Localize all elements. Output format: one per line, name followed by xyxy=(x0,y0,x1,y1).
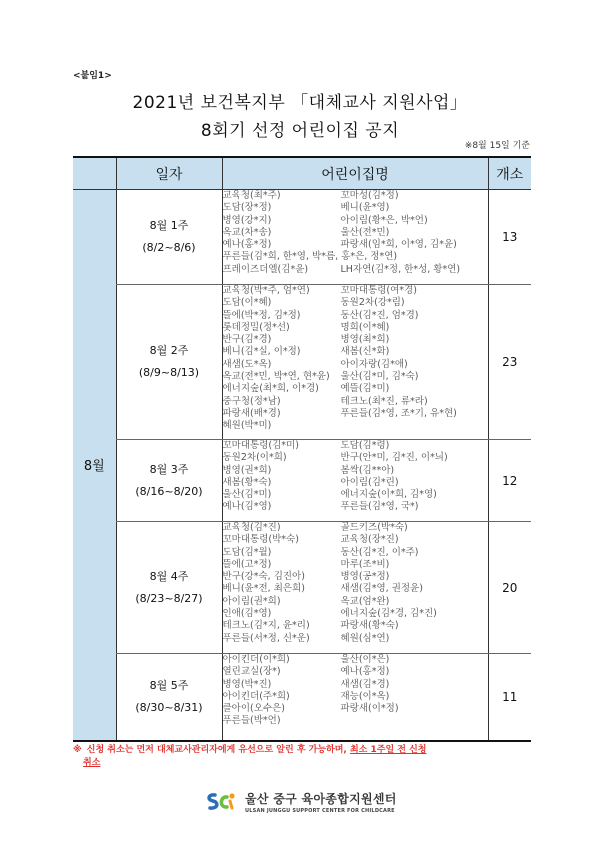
daycare-name: 뜰에(박*정, 김*정) xyxy=(222,309,301,321)
org-name-ko: 울산 중구 육아종합지원센터 xyxy=(245,792,397,806)
daycare-name: 도담(장*정) xyxy=(222,202,272,214)
daycare-list xyxy=(222,285,488,440)
daycare-name: 아이림(권*희) xyxy=(222,595,281,607)
daycare-list xyxy=(222,190,488,285)
daycare-name: 교육청(김*진) xyxy=(222,522,281,533)
notice-underlined-1: 최소 1주일 전 신청 xyxy=(349,745,427,755)
daycare-name: 베니(김*실, 이*정) xyxy=(222,346,301,358)
header-daycare-name: 어린이집명 xyxy=(222,157,488,190)
daycare-list xyxy=(222,440,488,522)
daycare-name: 새봄(신*화) xyxy=(340,346,390,358)
week-cell: 8월 5주 (8/30~8/31) xyxy=(116,654,222,741)
daycare-name: 교육청(장*진) xyxy=(340,534,399,546)
daycare-name: 파랑새(배*경) xyxy=(222,407,281,419)
daycare-name: 도담(이*혜) xyxy=(222,297,272,309)
daycare-name: 꼬마대통령(박*숙) xyxy=(222,534,299,546)
daycare-name: 에너지숲(김*경, 김*진) xyxy=(340,608,437,620)
cancellation-notice xyxy=(73,744,535,770)
header-date: 일자 xyxy=(116,157,222,190)
daycare-name: 새샘(김*영, 권정윤) xyxy=(340,583,423,595)
org-name-en: ULSAN JUNGGU SUPPORT CENTER FOR CHILDCARE xyxy=(245,808,395,814)
daycare-name: 반구(김*경) xyxy=(222,334,272,346)
daycare-name: 교육청(최*주) xyxy=(222,190,281,201)
daycare-name: 동산(김*진, 엄*경) xyxy=(340,309,419,321)
daycare-name: 마루(조*비) xyxy=(340,558,390,570)
daycare-name: 뜰에(고*정) xyxy=(222,558,272,570)
org-logo xyxy=(205,790,397,814)
table-row xyxy=(73,285,531,440)
week-cell: 8월 2주 (8/9~8/13) xyxy=(116,285,222,440)
daycare-name: 꼬마대통령(여*경) xyxy=(340,285,417,296)
daycare-name: 병영(강*지) xyxy=(222,214,272,226)
daycare-name: 새샘(김*경) xyxy=(340,678,390,690)
daycare-name: 새샘(도*옥) xyxy=(222,358,272,370)
daycare-name: 아이자랑(김*애) xyxy=(340,358,408,370)
daycare-name: 울산(김*미) xyxy=(222,489,272,501)
daycare-name xyxy=(341,420,488,432)
notice-underlined-2: 취소 xyxy=(83,758,101,768)
table-row xyxy=(73,654,531,741)
notice-mark-icon: ※ xyxy=(73,745,82,755)
count-cell: 12 xyxy=(488,440,531,522)
daycare-name: 아이킨더(주*희) xyxy=(222,690,290,702)
daycare-name: 옥교(차*송) xyxy=(222,226,272,238)
daycare-name: 골드키즈(박*숙) xyxy=(340,522,408,533)
daycare-name: 롯데정밀(정*선) xyxy=(222,321,290,333)
daycare-name: 혜원(심*연) xyxy=(340,632,390,644)
daycare-name: 혜원(박*미) xyxy=(222,420,272,432)
page-title-line1: 2021년 보건복지부 「대체교사 지원사업」 xyxy=(132,93,468,113)
daycare-name: 동원2차(이*희) xyxy=(222,452,287,464)
daycare-name: 아이림(김*린) xyxy=(340,476,399,488)
daycare-name: 베니(윤*전, 최은희) xyxy=(222,583,305,595)
daycare-name: 예뜰(김*미) xyxy=(340,383,390,395)
daycare-name: 울산(전*민) xyxy=(340,226,390,238)
daycare-name: 에너지숲(이*희, 김*영) xyxy=(340,489,437,501)
notice-text: 신청 취소는 먼저 대체교사관리자에게 유선으로 알린 후 가능하며, xyxy=(86,745,347,755)
daycare-name: 인애(김*영) xyxy=(222,608,272,620)
daycare-name: 아이킨더(이*희) xyxy=(222,654,290,665)
daycare-name: 테크노(김*지, 윤*리) xyxy=(222,620,310,632)
daycare-name: 새봄(황*숙) xyxy=(222,476,272,488)
org-logo-icon xyxy=(205,791,237,813)
daycare-name: 울산(김*미, 김*숙) xyxy=(340,371,419,383)
daycare-name: 꼬마대통령(김*미) xyxy=(222,440,299,451)
daycare-name: 베니(윤*영) xyxy=(340,202,390,214)
daycare-name: 푸른들(김*영, 국*) xyxy=(340,501,419,513)
daycare-name xyxy=(341,715,488,727)
count-cell: 23 xyxy=(488,285,531,440)
daycare-name: 동산(김*진, 이*주) xyxy=(340,546,419,558)
daycare-name: 푸른들(박*언) xyxy=(222,715,281,727)
daycare-name: 봄싹(김**아) xyxy=(340,464,395,476)
daycare-name: 울산(이*은) xyxy=(340,654,390,665)
attachment-label: <붙임1> xyxy=(73,71,112,81)
page-title-line2: 8회기 선정 어린이집 공지 xyxy=(200,121,400,141)
table-row xyxy=(73,440,531,522)
header-month xyxy=(73,157,116,190)
daycare-name: 명희(이*혜) xyxy=(340,321,390,333)
daycare-name: 에너지숲(최*희, 이*경) xyxy=(222,383,319,395)
daycare-name: 테크노(최*진, 류*라) xyxy=(340,395,428,407)
week-cell: 8월 3주 (8/16~8/20) xyxy=(116,440,222,522)
daycare-name: 옥교(전*민, 박*연, 현*윤) xyxy=(222,371,330,383)
selection-table xyxy=(73,156,531,742)
daycare-name: LH자연(김*정, 한*성, 황*연) xyxy=(340,263,461,275)
daycare-name: 푸른들(서*정, 신*운) xyxy=(222,632,310,644)
daycare-list xyxy=(222,654,488,741)
daycare-name: 파랑새(임*희, 이*영, 김*윤) xyxy=(340,239,457,251)
daycare-name: 도담(김*령) xyxy=(340,440,390,451)
table-header-row xyxy=(73,157,531,190)
daycare-name: 옥교(엄*완) xyxy=(340,595,390,607)
month-cell: 8월 xyxy=(73,190,116,741)
daycare-name: 병영(권*희) xyxy=(222,464,272,476)
daycare-name: 예나(김*영) xyxy=(222,501,272,513)
daycare-name: 동원2차(강*림) xyxy=(340,297,405,309)
daycare-name: 교육청(박*주, 엄*연) xyxy=(222,285,310,296)
daycare-name: 꼬마성(김*정) xyxy=(340,190,399,201)
daycare-name: 반구(강*숙, 김진아) xyxy=(222,571,305,583)
daycare-name: 예나(홍*정) xyxy=(222,239,272,251)
week-cell: 8월 1주 (8/2~8/6) xyxy=(116,190,222,285)
daycare-name: 클아이(오수은) xyxy=(222,703,285,715)
daycare-name: 푸른들(김*희, 한*영, 박*름, 홍*은, 정*연) xyxy=(222,251,398,263)
daycare-list xyxy=(222,522,488,654)
table-row xyxy=(73,522,531,654)
table-row xyxy=(73,190,531,285)
week-cell: 8월 4주 (8/23~8/27) xyxy=(116,522,222,654)
daycare-name: 파랑새(황*숙) xyxy=(340,620,399,632)
daycare-name: 예나(홍*정) xyxy=(340,666,390,678)
daycare-name: 파랑새(이*정) xyxy=(340,703,399,715)
count-cell: 13 xyxy=(488,190,531,285)
header-count: 개소 xyxy=(488,157,531,190)
daycare-name: 도담(김*월) xyxy=(222,546,272,558)
daycare-name: 재능(이*옥) xyxy=(340,690,390,702)
basis-date: ※8월 15일 기준 xyxy=(464,141,530,151)
count-cell: 11 xyxy=(488,654,531,741)
daycare-name: 프레이즈더엘(김*윤) xyxy=(222,263,309,275)
daycare-name: 아이림(황*은, 박*언) xyxy=(340,214,428,226)
daycare-name: 푸른들(김*영, 조*기, 유*현) xyxy=(340,407,457,419)
daycare-name: 열린교실(장*) xyxy=(222,666,281,678)
daycare-name: 병영(최*희) xyxy=(340,334,390,346)
daycare-name: 반구(안*미, 김*진, 이*늬) xyxy=(340,452,448,464)
count-cell: 20 xyxy=(488,522,531,654)
daycare-name: 병영(공*정) xyxy=(340,571,390,583)
daycare-name: 중구청(정*남) xyxy=(222,395,281,407)
daycare-name: 병영(박*진) xyxy=(222,678,272,690)
